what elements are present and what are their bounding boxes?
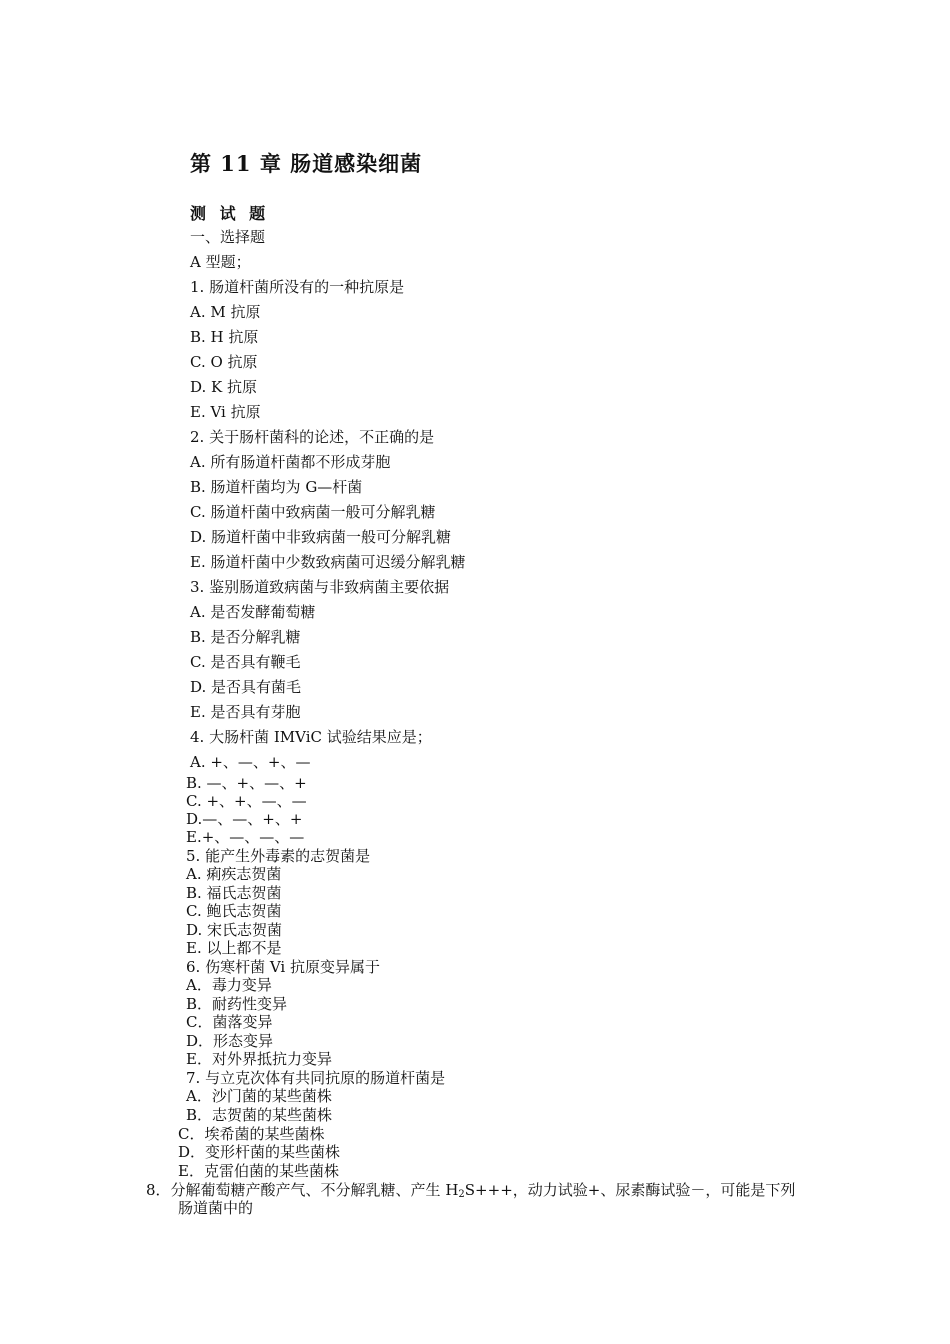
section-heading: 一、选择题	[190, 228, 266, 246]
question-3-option-a: A. 是否发酵葡萄糖	[190, 603, 316, 621]
question-7-option-a: A．沙门菌的某些菌株	[186, 1087, 332, 1105]
question-2-option-a: A. 所有肠道杆菌都不形成芽胞	[190, 453, 391, 471]
question-4-option-a: A. +、—、+、—	[190, 753, 311, 771]
question-1-option-a: A. M 抗原	[190, 303, 261, 321]
question-6-stem: 6. 伤寒杆菌 Vi 抗原变异属于	[186, 958, 380, 976]
question-5-option-b: B. 福氏志贺菌	[186, 884, 282, 902]
question-8-subscript: 2	[458, 1189, 465, 1200]
question-3-option-b: B. 是否分解乳糖	[190, 628, 301, 646]
question-8-stem	[146, 1180, 795, 1200]
question-5-option-c: C. 鲍氏志贺菌	[186, 902, 282, 920]
chapter-title: 第 11 章 肠道感染细菌	[190, 151, 423, 176]
question-4-option-c: C. +、+、—、—	[186, 792, 307, 810]
question-8-stem-end: S+++，动力试验+、尿素酶试验－，可能是下列	[464, 1181, 796, 1199]
question-1-option-b: B. H 抗原	[190, 328, 259, 346]
question-4-option-d: D.—、—、+、+	[186, 810, 303, 828]
question-5-option-d: D. 宋氏志贺菌	[186, 921, 283, 939]
question-1-stem: 1. 肠道杆菌所没有的一种抗原是	[190, 278, 405, 296]
question-2-option-b: B. 肠道杆菌均为 G—杆菌	[190, 478, 363, 496]
question-3-option-d: D. 是否具有菌毛	[190, 678, 302, 696]
question-3-stem: 3. 鉴别肠道致病菌与非致病菌主要依据	[190, 578, 450, 596]
question-6-option-b: B．耐药性变异	[186, 995, 288, 1013]
question-5-option-a: A. 痢疾志贺菌	[186, 865, 282, 883]
question-7-option-b: B．志贺菌的某些菌株	[186, 1106, 333, 1124]
question-2-option-c: C. 肠道杆菌中致病菌一般可分解乳糖	[190, 503, 436, 521]
question-2-option-d: D. 肠道杆菌中非致病菌一般可分解乳糖	[190, 528, 452, 546]
question-4-option-b: B. —、+、—、+	[186, 774, 307, 792]
question-1-option-e: E. Vi 抗原	[190, 403, 261, 421]
question-2-option-e: E. 肠道杆菌中少数致病菌可迟缓分解乳糖	[190, 553, 466, 571]
question-6-option-e: E．对外界抵抗力变异	[186, 1050, 332, 1068]
question-1-option-d: D. K 抗原	[190, 378, 258, 396]
quiz-heading: 测 试 题	[190, 204, 270, 223]
question-6-option-a: A．毒力变异	[186, 976, 272, 994]
question-4-stem: 4. 大肠杆菌 IMViC 试验结果应是；	[190, 728, 432, 746]
question-6-option-d: D．形态变异	[186, 1032, 274, 1050]
question-5-stem: 5. 能产生外毒素的志贺菌是	[186, 847, 371, 865]
question-3-option-e: E. 是否具有芽胞	[190, 703, 301, 721]
question-6-option-c: C．菌落变异	[186, 1013, 273, 1031]
question-8-stem-continuation: 肠道菌中的	[178, 1199, 254, 1217]
question-5-option-e: E. 以上都不是	[186, 939, 282, 957]
question-8-stem-start: 8．分解葡萄糖产酸产气、不分解乳糖、产生 H	[146, 1181, 459, 1199]
question-7-option-c: C．埃希菌的某些菌株	[178, 1125, 325, 1143]
question-7-option-e: E．克雷伯菌的某些菌株	[178, 1162, 339, 1180]
question-1-option-c: C. O 抗原	[190, 353, 258, 371]
question-7-stem: 7. 与立克次体有共同抗原的肠道杆菌是	[186, 1069, 446, 1087]
question-7-option-d: D．变形杆菌的某些菌株	[178, 1143, 341, 1161]
question-3-option-c: C. 是否具有鞭毛	[190, 653, 301, 671]
question-4-option-e: E.+、—、—、—	[186, 828, 305, 846]
question-2-stem: 2. 关于肠杆菌科的论述，不正确的是	[190, 428, 435, 446]
question-type-label: A 型题；	[190, 253, 251, 271]
